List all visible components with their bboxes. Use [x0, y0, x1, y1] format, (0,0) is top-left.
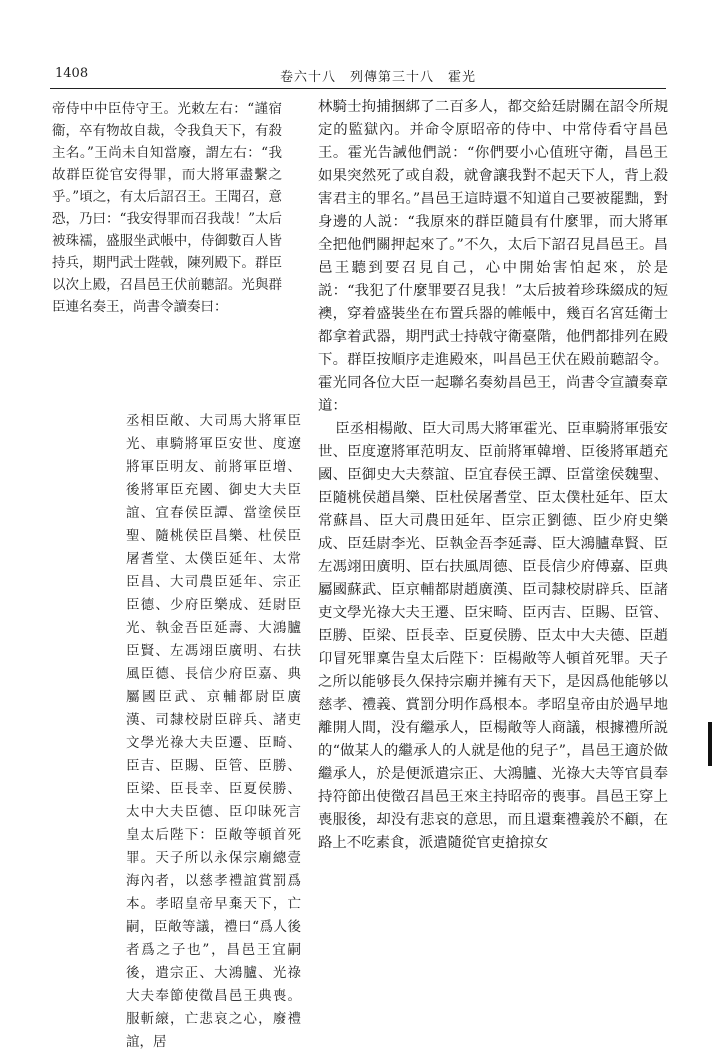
page-edge-mark	[708, 722, 712, 766]
header-rule	[50, 88, 666, 89]
running-head: 卷六十八 列傳第三十八 霍光	[280, 70, 477, 85]
page-number: 1408	[55, 66, 89, 81]
left-quote-text: 丞相臣敞、大司馬大將軍臣光、車騎將軍臣安世、度遼將軍臣明友、前將軍臣增、後將軍臣充國、御史大夫臣誼、宜春侯臣譚、當塗侯臣聖、隨桃侯臣昌樂、杜侯臣屠耆堂、太僕臣延年、太常臣昌、大司農臣延年、宗正臣德、少府臣樂成、廷尉臣光、執金吾臣延壽、大鴻臚臣賢、左馮翊臣廣明、右扶風臣德、長信少府臣嘉、典屬國臣武、京輔都尉臣廣漢、司隸校尉臣辟兵、諸吏文學光祿大夫臣遷、臣畸、臣吉、臣賜、臣管、臣勝、臣梁、臣長幸、臣夏侯勝、太中大夫臣德、臣卬昧死言皇太后陛下：臣敞等頓首死罪。天子所以永保宗廟總壹海內者，以慈孝禮誼賞罰爲本。孝昭皇帝早棄天下，亡嗣，臣敞等議，禮曰“爲人後者爲之子也”，昌邑王宜嗣後，遣宗正、大鴻臚、光祿大夫奉節使徵昌邑王典喪。服斬縗，亡悲哀之心，廢禮誼，居	[126, 413, 301, 1050]
left-column-classical-text	[52, 98, 282, 318]
right-column-translation	[318, 96, 668, 855]
right-quote-text: 臣丞相楊敞、臣大司馬大將軍霍光、臣車騎將軍張安世、臣度遼將軍范明友、臣前將軍韓增、臣後將軍趙充國、臣御史大夫蔡誼、臣宜春侯王譚、臣當塗侯魏聖、臣隨桃侯趙昌樂、臣杜侯屠耆堂、臣太僕杜延年、臣太常蘇昌、臣大司農田延年、臣宗正劉德、臣少府史樂成、臣廷尉李光、臣執金吾李延壽、臣大鴻臚韋賢、臣左馮翊田廣明、臣右扶風周德、臣長信少府傅嘉、臣典屬國蘇武、臣京輔都尉趙廣漢、臣司隸校尉辟兵、臣諸吏文學光祿大夫王遷、臣宋畸、臣丙吉、臣賜、臣管、臣勝、臣梁、臣長幸、臣夏侯勝、臣太中大夫德、臣趙卬冒死罪稟告皇太后陛下：臣楊敞等人頓首死罪。天子之所以能够長久保持宗廟并擁有天下，是因爲他能够以慈孝、禮義、賞罰分明作爲根本。孝昭皇帝由於過早地離開人間，没有繼承人，臣楊敞等人商議，根據禮所説的“做某人的繼承人的人就是他的兒子”，昌邑王適於做繼承人，於是便派遣宗正、大鴻臚、光祿大夫等官員奉持符節出使徵召昌邑王來主持昭帝的喪事。昌邑王穿上喪服後，却没有悲哀的意思，而且還棄禮義於不顧，在路上不吃素食，派遣隨從官吏搶掠女	[318, 421, 668, 851]
right-paragraph: 林騎士拘捕捆綁了二百多人，都交給廷尉關在詔令所規定的監獄內。并命令原昭帝的侍中、中常侍看守昌邑王。霍光告誡他們説：“你們要小心值班守衛，昌邑王如果突然死了或自殺，就會讓我對不起天下人，背上殺害君主的罪名。”昌邑王這時還不知道自己要被罷黜，對身邊的人説：“我原來的群臣隨員有什麼罪，而大將軍全把他們關押起來了。”不久，太后下詔召見昌邑王。昌邑王聽到要召見自己，心中開始害怕起來，於是説：“我犯了什麼罪要召見我！”太后披着珍珠綴成的短襖，穿着盛裝坐在布置兵器的帷帳中，幾百名宮廷衛士都拿着武器，期門武士持戟守衛臺階，他們都排列在殿下。群臣按順序走進殿來，叫昌邑王伏在殿前聽詔令。霍光同各位大臣一起聯名奏劾昌邑王，尚書令宣讀奏章道：	[318, 99, 668, 414]
left-column-memorial-quote	[126, 410, 301, 1054]
left-paragraph: 帝侍中中臣侍守王。光敕左右：“謹宿衞，卒有物故自裁，令我負天下，有殺主名。”王尚未自知當廢，謂左右：“我故群臣從官安得罪，而大將軍盡繫之乎。”頃之，有太后詔召王。王聞召，意恐，乃曰：“我安得罪而召我哉！”太后被珠襦，盛服坐武帳中，侍御數百人皆持兵，期門武士陛戟，陳列殿下。群臣以次上殿，召昌邑王伏前聽詔。光與群臣連名奏王，尚書令讀奏曰：	[52, 101, 282, 315]
page-header	[50, 66, 666, 88]
